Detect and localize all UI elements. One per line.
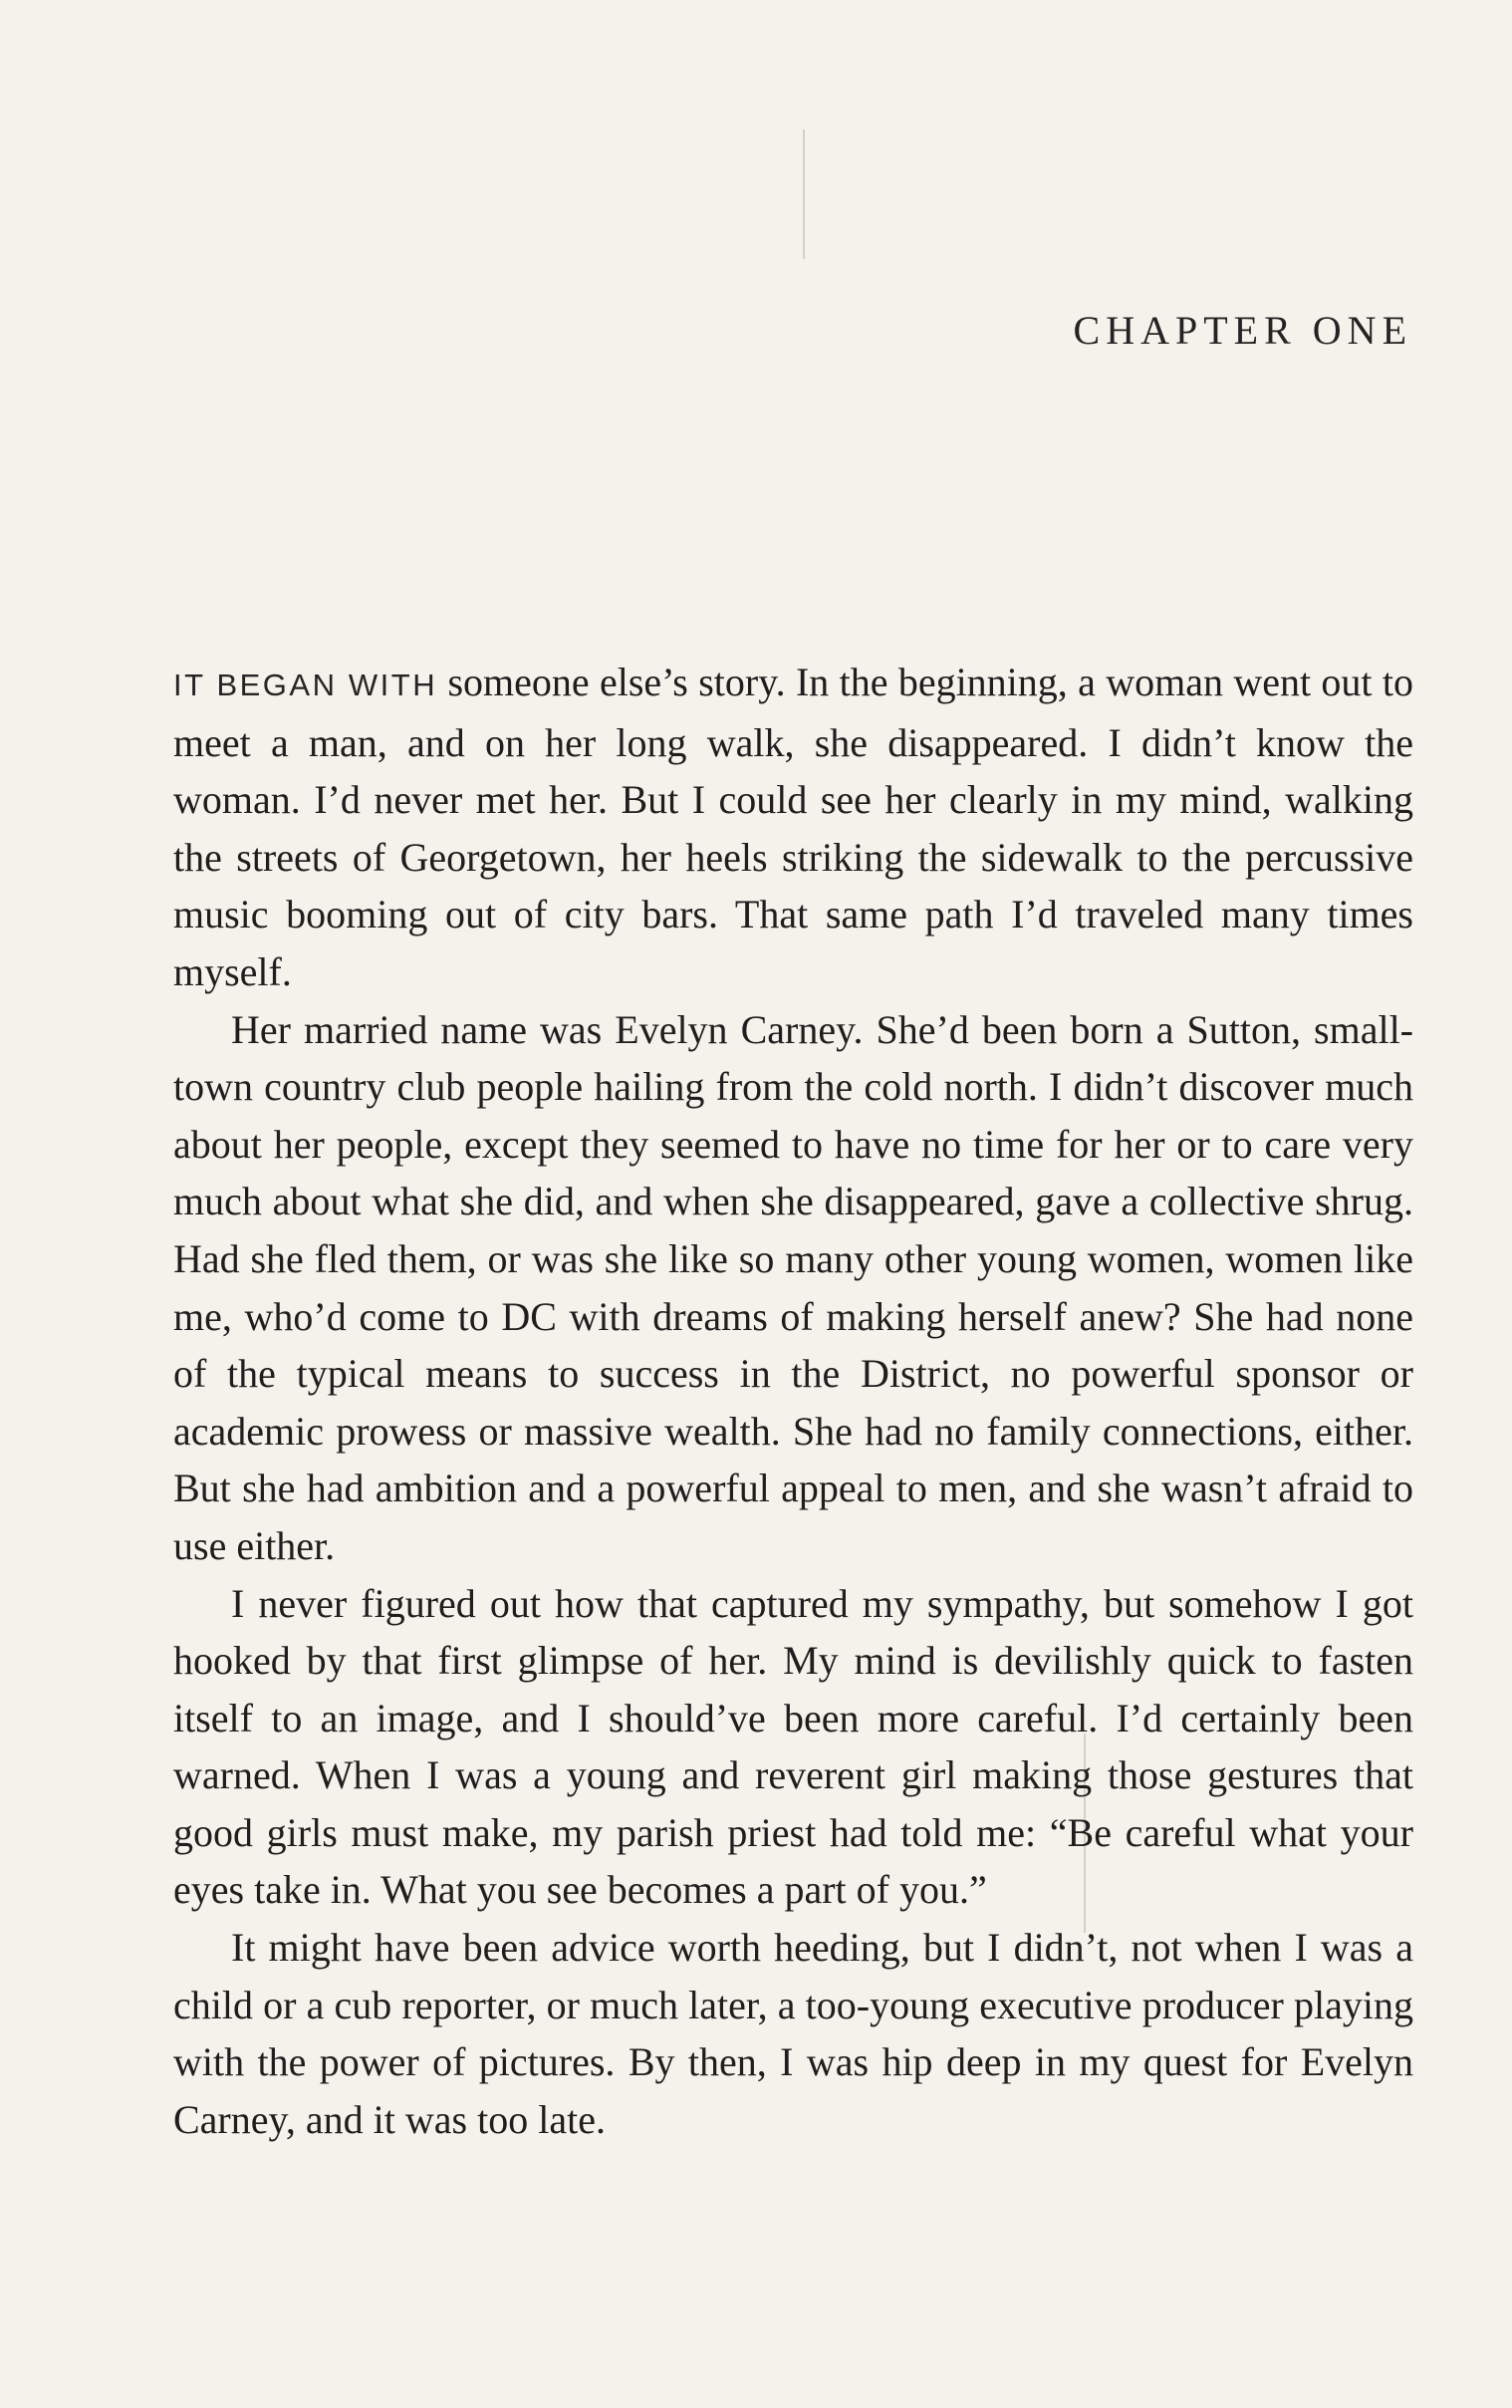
lead-in-small-caps: IT BEGAN WITH [173,668,438,702]
paragraph-1-text: someone else’s story. In the beginning, a woman went out to meet a man, and on her long walk, she disappeared. I didn’t know the woman. I’d never met her. But I could see her clearly in my mind, walking the streets of Georgetown, her heels striking the sidewalk to the percussive music booming out of city bars. That same path I’d traveled many times myself. [173,660,1413,994]
paragraph-3: I never figured out how that captured my sympathy, but somehow I got hooked by that first glimpse of her. My mind is devilishly quick to fasten itself to an image, and I should’ve been more careful. I’d certainly been warned. When I was a young and reverent girl making those gestures that good girls must make, my parish priest had told me: “Be careful what your eyes take in. What you see becomes a part of you.” [173,1580,1413,1913]
page-crease-mark [803,130,805,259]
paragraph-2: Her married name was Evelyn Carney. She’d been born a Sutton, small-town country club people hailing from the cold north. I didn’t discover much about her people, except they seemed to have no time for her or to care very much about what she did, and when she disappeared, gave a collective shrug. Had she fled them, or was she like so many other young women, women like me, who’d come to DC with dreams of making herself anew? She had none of the typical means to success in the District, no powerful sponsor or academic prowess or massive wealth. She had no family connections, either. But she had ambition and a powerful appeal to men, and she wasn’t afraid to use either. [173,1006,1413,1568]
paragraph-1 [173,654,1413,1001]
paragraph-4: It might have been advice worth heeding, but I didn’t, not when I was a child or a cub reporter, or much later, a too-young executive producer playing with the power of pictures. By then, I was hip deep in my quest for Evelyn Carney, and it was too late. [173,1925,1413,2142]
chapter-body [173,654,1413,2148]
chapter-heading: CHAPTER ONE [1073,308,1412,353]
